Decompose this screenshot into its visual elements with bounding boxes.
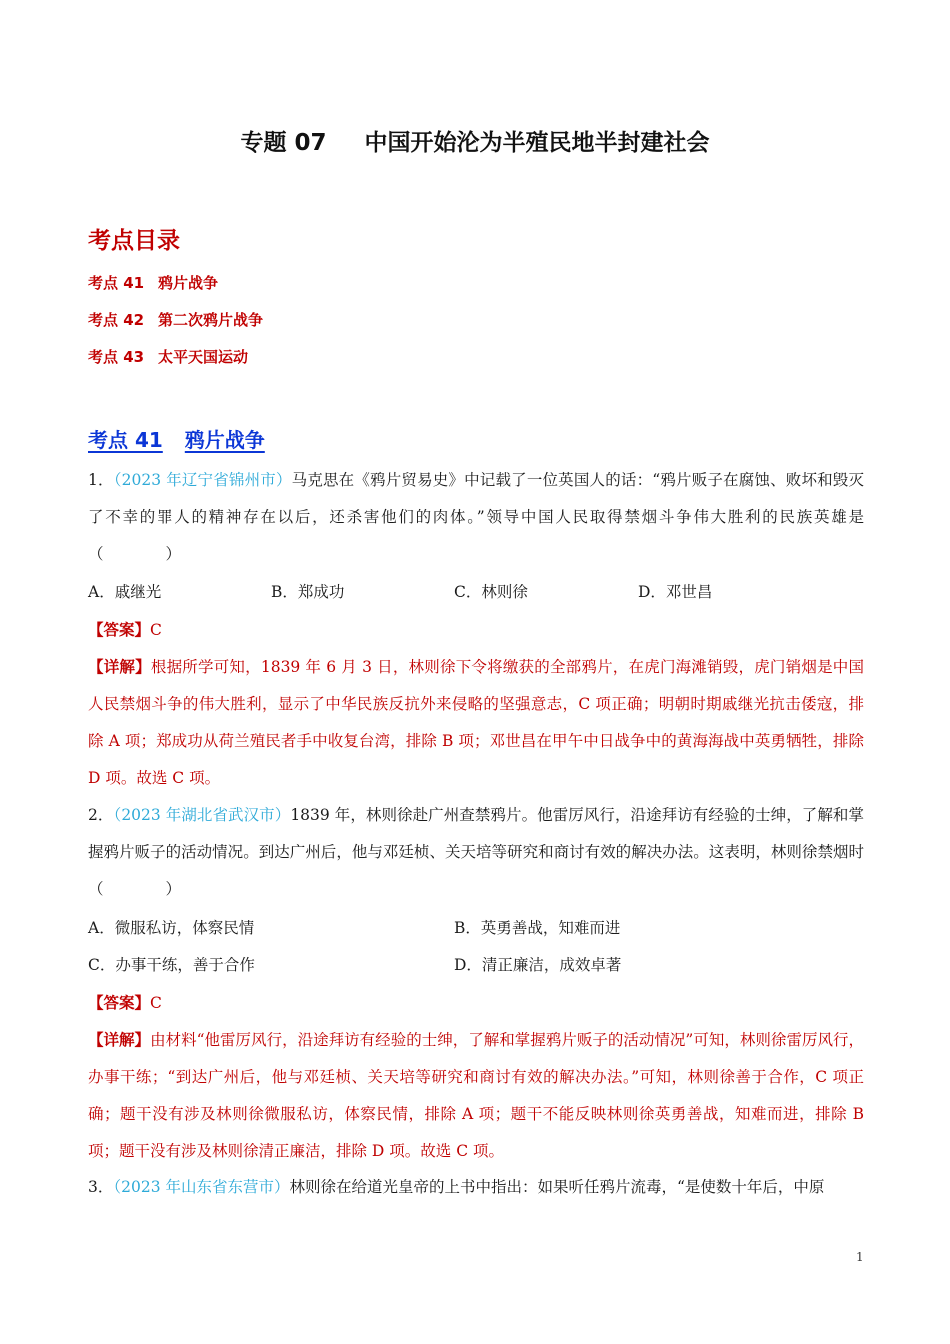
question-number: 2． — [88, 806, 114, 824]
toc-item[interactable] — [88, 309, 263, 330]
option-c: C．办事干练，善于合作 — [88, 956, 255, 974]
question-stem — [88, 797, 864, 908]
toc-item-label: 第二次鸦片战争 — [158, 311, 264, 329]
question-stem — [88, 462, 864, 573]
toc-item[interactable] — [88, 346, 248, 367]
option-a: A．戚继光 — [88, 583, 162, 601]
question-source: （2023 年辽宁省锦州市） — [113, 471, 292, 489]
page-title — [0, 124, 950, 157]
option-b: B．郑成功 — [271, 583, 345, 601]
topic-number: 专题 07 — [240, 130, 327, 156]
section-label: 鸦片战争 — [184, 428, 265, 452]
question-source: （2023 年山东省东营市） — [113, 1178, 290, 1196]
answer-tag: 【答案】 — [88, 993, 151, 1012]
toc-item-number: 考点 42 — [88, 311, 145, 329]
option-c: C．林则徐 — [454, 583, 528, 601]
toc-item-label: 太平天国运动 — [158, 348, 249, 366]
detail-block — [88, 1021, 864, 1170]
question-number: 3． — [88, 1178, 114, 1196]
answer-line — [88, 984, 864, 1022]
toc-item-label: 鸦片战争 — [158, 274, 219, 292]
question-text: 1839 年，林则徐赴广州查禁鸦片。他雷厉风行，沿途拜访有经验的士绅，了解和掌握鸦片贩子的活动情况。到达广州后，他与邓廷桢、关天培等研究和商讨有效的解决办法。这表明，林则徐禁烟时（ ） — [88, 806, 864, 898]
answer-line — [88, 611, 864, 649]
question-text: 林则徐在给道光皇帝的上书中指出：如果听任鸦片流毒，“是使数十年后，中原 — [289, 1178, 825, 1196]
question-number: 1． — [88, 471, 114, 489]
topic-title: 中国开始沦为半殖民地半封建社会 — [364, 130, 710, 156]
question-text: 马克思在《鸦片贸易史》中记载了一位英国人的话：“鸦片贩子在腐蚀、败坏和毁灭了不幸的罪人的精神存在以后，还杀害他们的肉体。”领导中国人民取得禁烟斗争伟大胜利的民族英雄是（ ） — [88, 471, 864, 563]
answer-tag: 【答案】 — [88, 620, 151, 639]
question-options — [88, 910, 868, 947]
detail-tag: 【详解】 — [88, 657, 151, 676]
page-number: 1 — [856, 1250, 864, 1264]
option-d: D．邓世昌 — [638, 583, 713, 601]
toc-item[interactable] — [88, 272, 218, 293]
detail-block — [88, 648, 864, 797]
section-heading[interactable] — [88, 424, 265, 453]
question-options — [88, 574, 868, 611]
toc-item-number: 考点 43 — [88, 348, 145, 366]
question-options — [88, 947, 868, 984]
option-b: B．英勇善战，知难而进 — [454, 919, 621, 937]
answer-value: C — [150, 994, 162, 1012]
question-stem — [88, 1169, 864, 1206]
detail-text: 根据所学可知，1839 年 6 月 3 日，林则徐下令将缴获的全部鸦片，在虎门海滩销毁，虎门销烟是中国人民禁烟斗争的伟大胜利，显示了中华民族反抗外来侵略的坚强意志，C 项正确；明朝时期戚继光抗击倭寇，排除 A 项；郑成功从荷兰殖民者手中收复台湾，排除 B 项；邓世昌在甲午中日战争中的黄海海战中英勇牺牲，排除 D 项。故选 C 项。 — [88, 658, 864, 787]
answer-value: C — [150, 621, 162, 639]
option-a: A．微服私访，体察民情 — [88, 919, 255, 937]
option-d: D．清正廉洁，成效卓著 — [454, 956, 622, 974]
toc-heading: 考点目录 — [88, 228, 180, 254]
detail-tag: 【详解】 — [88, 1030, 151, 1049]
toc-item-number: 考点 41 — [88, 274, 145, 292]
question-source: （2023 年湖北省武汉市） — [113, 806, 291, 824]
section-number: 考点 41 — [88, 428, 163, 452]
detail-text: 由材料“他雷厉风行，沿途拜访有经验的士绅，了解和掌握鸦片贩子的活动情况”可知，林则徐雷厉风行，办事干练；“到达广州后，他与邓廷桢、关天培等研究和商讨有效的解决办法。”可知，林则徐善于合作，C 项正确；题干没有涉及林则徐微服私访，体察民情，排除 A 项；题干不能反映林则徐英勇善战，知难而进，排除 B 项；题干没有涉及林则徐清正廉洁，排除 D 项。故选 C 项。 — [88, 1031, 864, 1160]
